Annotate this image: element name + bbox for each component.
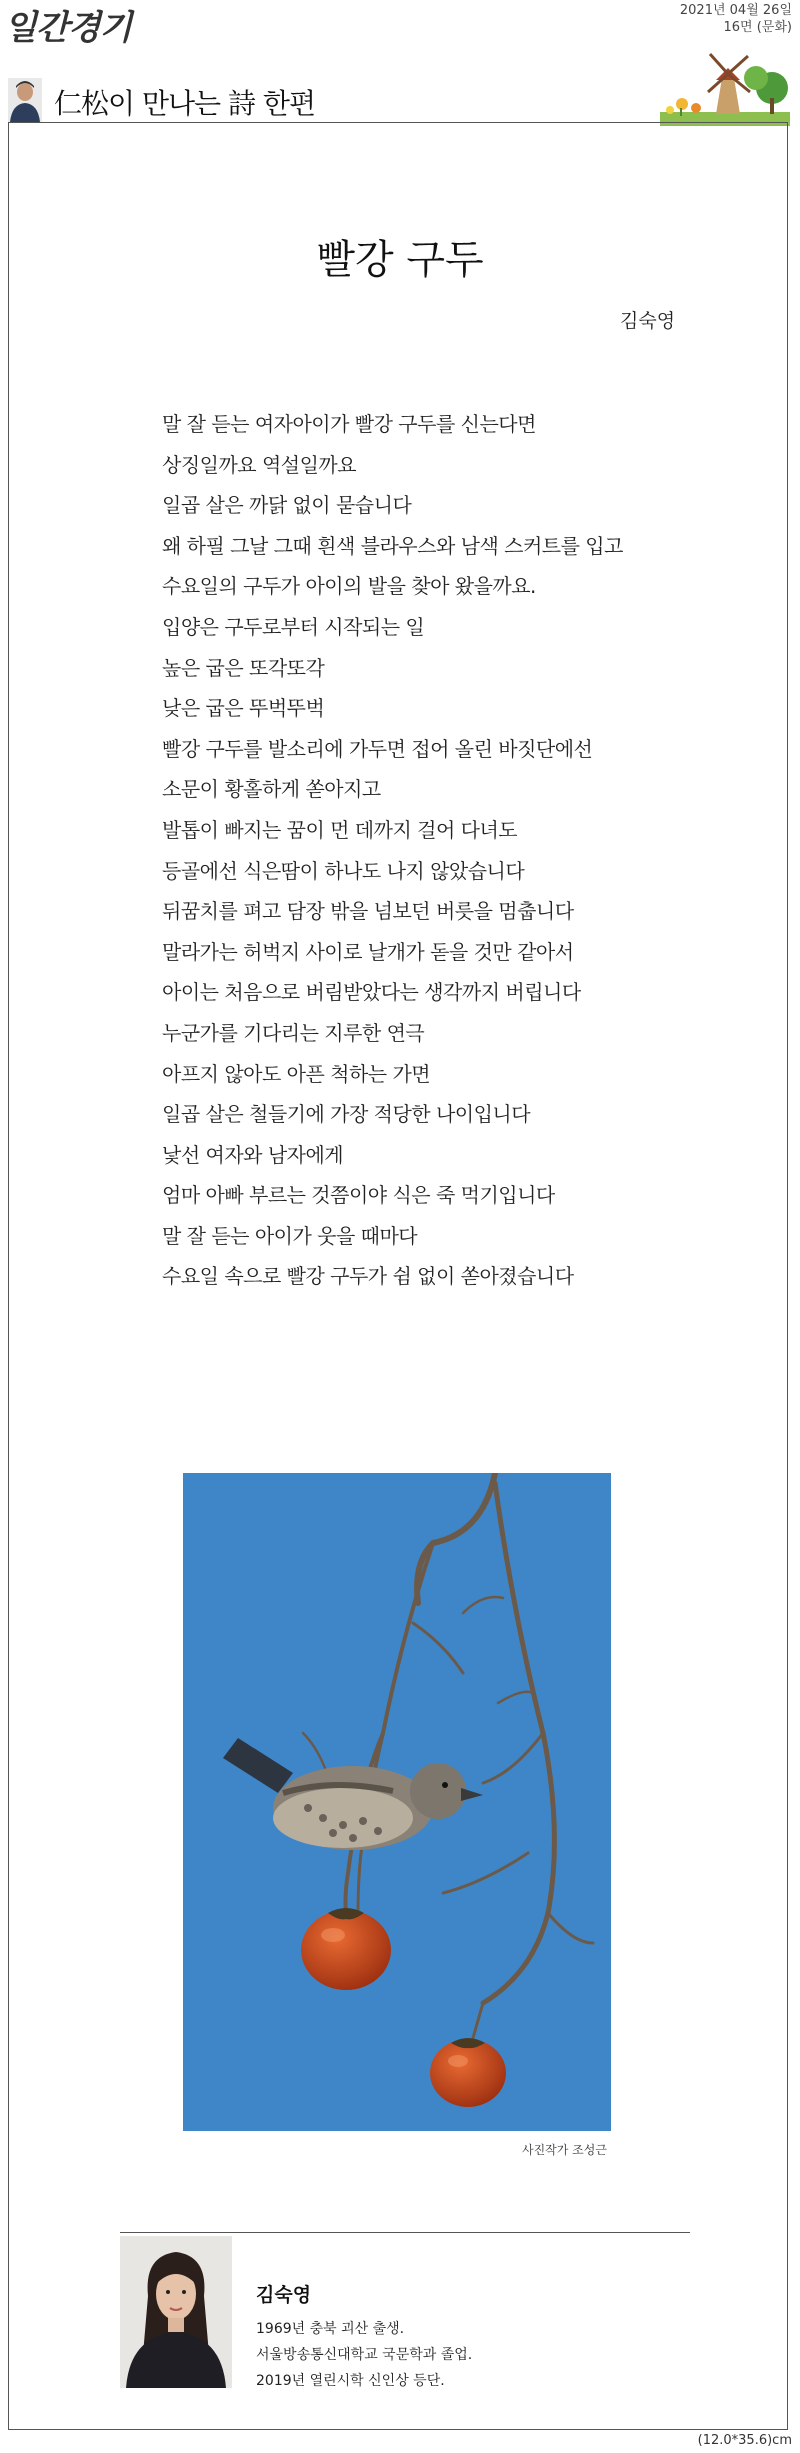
bio-name: 김숙영 [256, 2284, 312, 2306]
poem-line: 누군가를 기다리는 지루한 연극 [162, 1020, 425, 1045]
poem-line: 엄마 아빠 부르는 것쯤이야 식은 죽 먹기입니다 [162, 1183, 555, 1208]
poem-line: 발톱이 빠지는 꿈이 먼 데까지 걸어 다녀도 [162, 817, 518, 842]
poem-line: 뒤꿈치를 펴고 담장 밖을 넘보던 버릇을 멈춥니다 [162, 899, 574, 924]
column-header [8, 76, 790, 126]
poem-line: 아프지 않아도 아픈 척하는 가면 [162, 1061, 431, 1086]
dateline [680, 2, 792, 36]
windmill-garden-icon [660, 48, 790, 126]
poem-line: 상징일까요 역설일까요 [162, 452, 357, 477]
poem-line: 일곱 살은 까닭 없이 묻습니다 [162, 493, 412, 518]
poem-line: 왜 하필 그날 그때 흰색 블라우스와 남색 스커트를 입고 [162, 533, 623, 558]
photo-credit: 사진작가 조성근 [522, 2143, 607, 2157]
bio-line: 2019년 열린시학 신인상 등단. [256, 2373, 445, 2389]
bio-line: 1969년 충북 괴산 출생. [256, 2321, 405, 2337]
masthead-logo: 일간경기 [4, 8, 132, 48]
persimmon-fruit [301, 1910, 391, 1990]
persimmon-fruit [430, 2039, 506, 2107]
poem-line: 등골에선 식은땀이 하나도 나지 않았습니다 [162, 858, 525, 883]
poet-portrait-photo [120, 2236, 232, 2388]
poem-line: 일곱 살은 철들기에 가장 적당한 나이입니다 [162, 1102, 531, 1127]
poem-title: 빨강 구두 [316, 237, 484, 283]
poem-line: 수요일 속으로 빨강 구두가 쉼 없이 쏟아졌습니다 [162, 1264, 574, 1289]
poem-line: 말 잘 듣는 여자아이가 빨강 구두를 신는다면 [162, 412, 536, 436]
page-section: 16면 (문화) [723, 20, 792, 35]
article-size-note: (12.0*35.6)cm [697, 2433, 792, 2448]
bio-line: 서울방송통신대학교 국문학과 졸업. [256, 2347, 473, 2363]
poem-author: 김숙영 [620, 310, 676, 332]
poem-line: 말라가는 허벅지 사이로 날개가 돋을 것만 같아서 [162, 939, 574, 964]
poem-body [162, 404, 722, 1297]
poem-line: 소문이 황홀하게 쏟아지고 [162, 777, 381, 802]
poem-line: 낮은 굽은 뚜벅뚜벅 [162, 696, 325, 721]
poem-line: 수요일의 구두가 아이의 발을 찾아 왔을까요. [162, 574, 536, 599]
columnist-avatar-icon [8, 78, 42, 122]
bio-divider [120, 2232, 690, 2233]
poem-line: 낯선 여자와 남자에게 [162, 1142, 344, 1167]
poem-line: 높은 굽은 또각또각 [162, 655, 325, 680]
issue-date: 2021년 04월 26일 [679, 3, 792, 18]
column-title: 仁松이 만나는 詩 한편 [54, 87, 315, 120]
bird-on-persimmon-branch-photo [183, 1473, 611, 2131]
poem-line: 아이는 처음으로 버림받았다는 생각까지 버립니다 [162, 980, 581, 1005]
poem-line: 입양은 구두로부터 시작되는 일 [162, 614, 425, 639]
poem-line: 말 잘 듣는 아이가 웃을 때마다 [162, 1223, 418, 1248]
poem-line: 빨강 구두를 발소리에 가두면 접어 올린 바짓단에선 [162, 736, 593, 761]
bio-details [256, 2316, 472, 2394]
